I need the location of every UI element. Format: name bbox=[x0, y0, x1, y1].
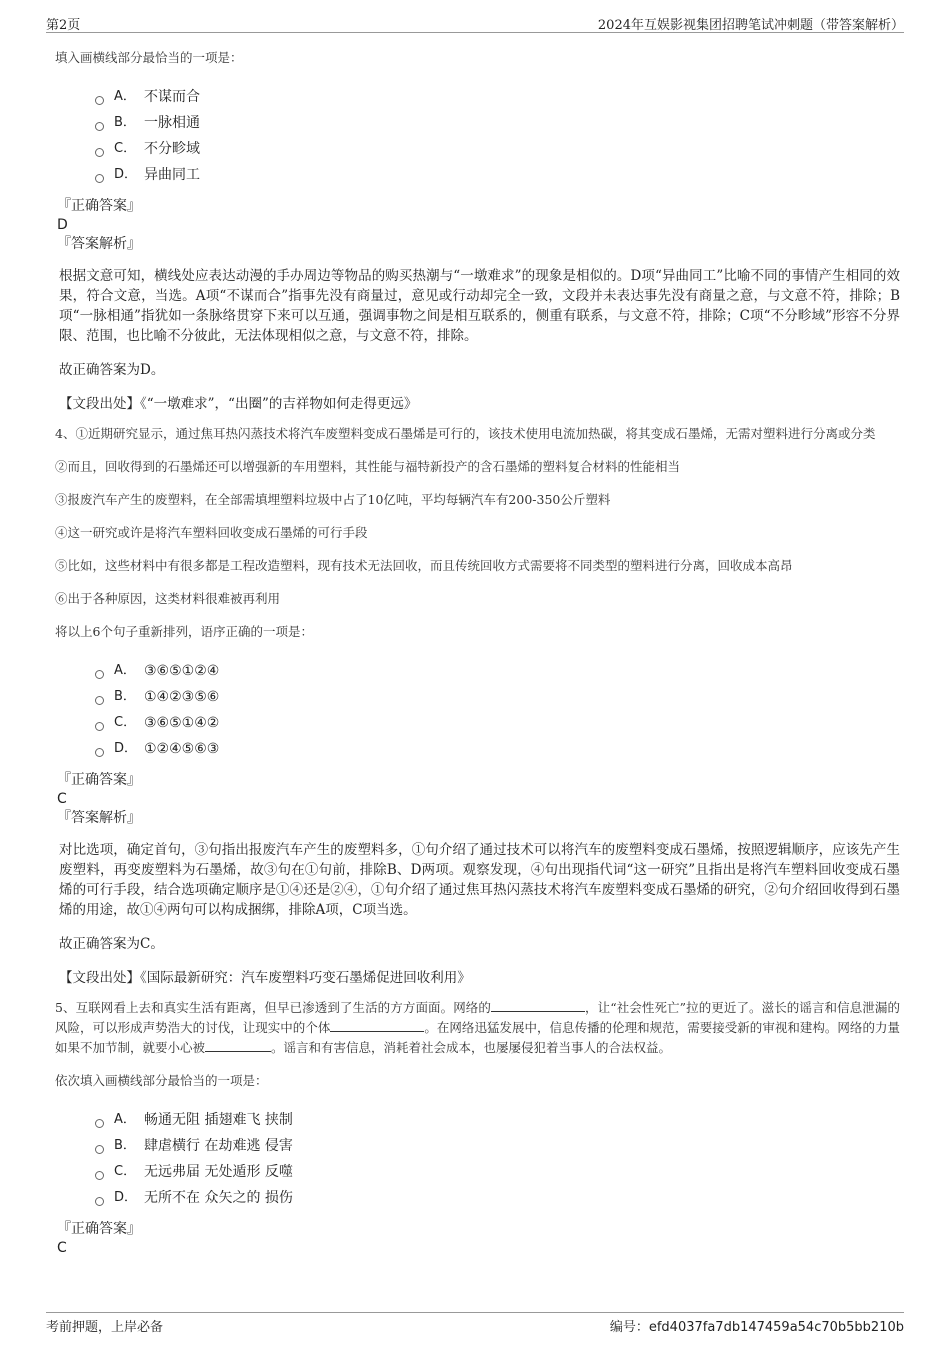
question-sentence: ④这一研究或许是将汽车塑料回收变成石墨烯的可行手段 bbox=[55, 525, 368, 540]
option-letter: A． bbox=[114, 1112, 136, 1127]
passage-part: 5、互联网看上去和真实生活有距离，但早已渗透到了生活的方方面面。网络的 bbox=[55, 1000, 491, 1015]
question-sentence: ②而且，回收得到的石墨烯还可以增强新的车用塑料，其性能与福特新投产的含石墨烯的塑料复合材料的性能相当 bbox=[55, 459, 681, 474]
radio-icon[interactable] bbox=[95, 748, 104, 757]
option-list bbox=[95, 1107, 900, 1211]
radio-icon[interactable] bbox=[95, 1145, 104, 1154]
analysis-text: 根据文意可知，横线处应表达动漫的手办周边等物品的购买热潮与“一墩难求”的现象是相似的。D项“异曲同工”比喻不同的事情产生相同的效果，符合文意，当选。A项“不谋而合”指事先没有商量过，意见或行动却完全一致，文段并未表达事先没有商量之意，与文意不符，排除；B项“一脉相通”指犹如一条脉络贯穿下来可以互通，强调事物之间是相互联系的，侧重有联系，与文意不符，排除；C项“不分畛域”形容不分界限、范围，也比喻不分彼此，无法体现相似之意，与文意不符，排除。 bbox=[59, 268, 900, 344]
option-text: 无所不在 众矢之的 损伤 bbox=[144, 1190, 293, 1206]
option-letter: C． bbox=[114, 141, 137, 156]
passage-source: 【文段出处】《“一墩难求”，“出圈”的吉祥物如何走得更远》 bbox=[59, 396, 418, 412]
option-text: ①②④⑤⑥③ bbox=[144, 741, 220, 757]
option-d[interactable] bbox=[95, 162, 900, 188]
option-text: 肆虐横行 在劫难逃 侵害 bbox=[144, 1138, 293, 1154]
final-answer: 故正确答案为D。 bbox=[59, 362, 165, 378]
radio-icon[interactable] bbox=[95, 1119, 104, 1128]
fill-blank bbox=[205, 1039, 271, 1052]
answer-label: 『正确答案』 bbox=[57, 1221, 141, 1237]
option-text: ③⑥⑤①④② bbox=[144, 715, 220, 731]
option-letter: C． bbox=[114, 1164, 137, 1179]
option-letter: A． bbox=[114, 89, 136, 104]
radio-icon[interactable] bbox=[95, 670, 104, 679]
question-sentence: ⑥出于各种原因，这类材料很难被再利用 bbox=[55, 591, 281, 606]
option-text: ①④②③⑤⑥ bbox=[144, 689, 220, 705]
radio-icon[interactable] bbox=[95, 1197, 104, 1206]
analysis-label: 『答案解析』 bbox=[57, 236, 141, 252]
option-letter: C． bbox=[114, 715, 137, 730]
document-code: 编号：efd4037fa7db147459a54c70b5bb210b bbox=[609, 1320, 904, 1335]
option-c[interactable] bbox=[95, 1159, 900, 1185]
radio-icon[interactable] bbox=[95, 1171, 104, 1180]
option-text: ③⑥⑤①②④ bbox=[144, 663, 220, 679]
option-letter: B． bbox=[114, 689, 136, 704]
option-text: 不分畛域 bbox=[144, 141, 200, 157]
option-b[interactable] bbox=[95, 1133, 900, 1159]
option-letter: A． bbox=[114, 663, 136, 678]
option-c[interactable] bbox=[95, 136, 900, 162]
fill-blank bbox=[491, 999, 585, 1012]
radio-icon[interactable] bbox=[95, 148, 104, 157]
passage-source: 【文段出处】《国际最新研究：汽车废塑料巧变石墨烯促进回收利用》 bbox=[59, 970, 471, 986]
analysis-label: 『答案解析』 bbox=[57, 810, 141, 826]
option-letter: B． bbox=[114, 115, 136, 130]
answer-label: 『正确答案』 bbox=[57, 772, 141, 788]
page-header bbox=[46, 12, 904, 33]
radio-icon[interactable] bbox=[95, 174, 104, 183]
passage-part: ，让“社会性死亡”拉的更近了。滋长的谣言和信息泄漏的风险，可以形成声势浩大的讨伐，让现实中的个体 bbox=[55, 1000, 900, 1035]
radio-icon[interactable] bbox=[95, 96, 104, 105]
question-passage bbox=[55, 998, 900, 1058]
answer-value: D bbox=[57, 217, 68, 233]
option-d[interactable] bbox=[95, 736, 900, 762]
footer-slogan: 考前押题，上岸必备 bbox=[46, 1320, 164, 1335]
analysis-text: 对比选项，确定首句，③句指出报废汽车产生的废塑料多，①句介绍了通过技术可以将汽车的废塑料变成石墨烯，按照逻辑顺序，应该先产生废塑料，再变废塑料为石墨烯，故③句在①句前，排除B、D两项。观察发现，④句出现指代词“这一研究”且指出是将汽车塑料回收变成石墨烯的可行手段，结合选项确定顺序是①④还是②④，①句介绍了通过焦耳热闪蒸技术将汽车废塑料变成石墨烯的研究，②句介绍回收得到石墨烯的用途，故①④两句可以构成捆绑，排除A项，C项当选。 bbox=[59, 842, 900, 918]
radio-icon[interactable] bbox=[95, 696, 104, 705]
option-text: 畅通无阻 插翅难飞 挟制 bbox=[144, 1112, 293, 1128]
option-letter: B． bbox=[114, 1138, 136, 1153]
option-text: 不谋而合 bbox=[144, 89, 200, 105]
answer-value: C bbox=[57, 791, 67, 807]
question-sentence: ③报废汽车产生的废塑料，在全部需填埋塑料垃圾中占了10亿吨，平均每辆汽车有200-350公斤塑料 bbox=[55, 492, 611, 507]
option-letter: D． bbox=[114, 167, 138, 182]
passage-part: 。在网络迅猛发展中，信息传播的伦理和规范，需要接受新的审视和建构。网络的力量如果不加节制，就要小心被 bbox=[55, 1020, 900, 1055]
option-c[interactable] bbox=[95, 710, 900, 736]
option-letter: D． bbox=[114, 1190, 138, 1205]
option-text: 无远弗届 无处遁形 反噬 bbox=[144, 1164, 293, 1180]
option-d[interactable] bbox=[95, 1185, 900, 1211]
option-letter: D． bbox=[114, 741, 138, 756]
option-a[interactable] bbox=[95, 84, 900, 110]
radio-icon[interactable] bbox=[95, 122, 104, 131]
main-content bbox=[55, 44, 900, 1257]
option-text: 异曲同工 bbox=[144, 167, 200, 183]
option-b[interactable] bbox=[95, 110, 900, 136]
final-answer: 故正确答案为C。 bbox=[59, 936, 164, 952]
option-a[interactable] bbox=[95, 658, 900, 684]
radio-icon[interactable] bbox=[95, 722, 104, 731]
fill-blank bbox=[330, 1019, 424, 1032]
option-list bbox=[95, 84, 900, 188]
option-text: 一脉相通 bbox=[144, 115, 200, 131]
answer-value: C bbox=[57, 1240, 67, 1256]
answer-label: 『正确答案』 bbox=[57, 198, 141, 214]
option-a[interactable] bbox=[95, 1107, 900, 1133]
question-sentence: ⑤比如，这些材料中有很多都是工程改造塑料，现有技术无法回收，而且传统回收方式需要将不同类型的塑料进行分离，回收成本高昂 bbox=[55, 558, 793, 573]
question-prompt: 依次填入画横线部分最恰当的一项是： bbox=[55, 1073, 268, 1088]
passage-part: 。谣言和有害信息，消耗着社会成本，也屡屡侵犯着当事人的合法权益。 bbox=[271, 1040, 672, 1055]
page-footer bbox=[46, 1312, 904, 1335]
document-title: 2024年互娱影视集团招聘笔试冲刺题（带答案解析） bbox=[597, 18, 904, 33]
page-number: 第2页 bbox=[46, 18, 81, 33]
option-b[interactable] bbox=[95, 684, 900, 710]
question-sentence: 4、①近期研究显示，通过焦耳热闪蒸技术将汽车废塑料变成石墨烯是可行的，该技术使用电流加热碳，将其变成石墨烯，无需对塑料进行分离或分类 bbox=[55, 426, 876, 441]
question-prompt: 填入画横线部分最恰当的一项是： bbox=[55, 50, 243, 65]
option-list bbox=[95, 658, 900, 762]
question-prompt: 将以上6个句子重新排列，语序正确的一项是： bbox=[55, 624, 313, 639]
